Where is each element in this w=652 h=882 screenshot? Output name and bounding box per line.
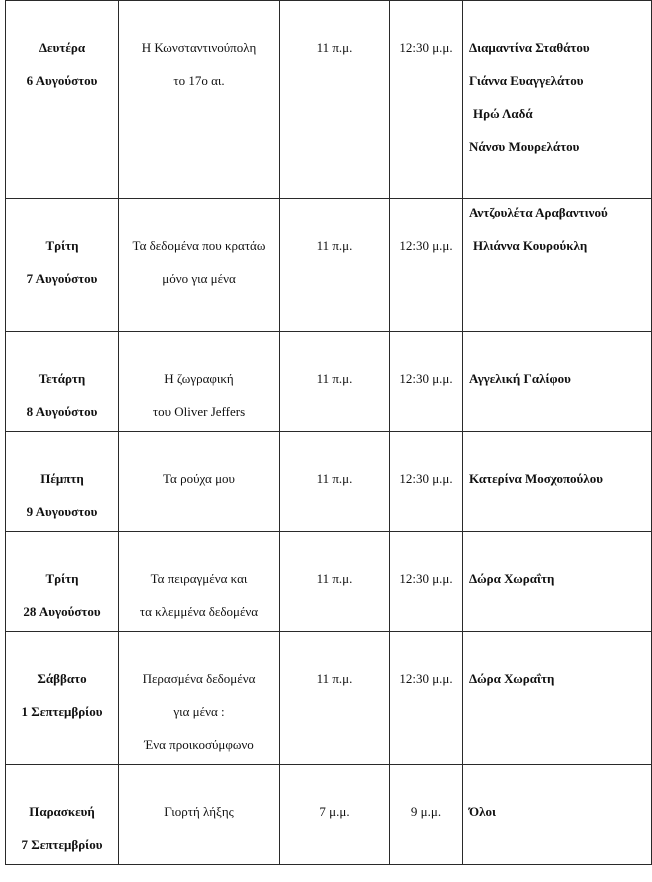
day-name: Πέμπτη bbox=[40, 471, 84, 486]
title-line: Η Κωνσταντινούπολη bbox=[141, 40, 257, 55]
host-name: Νάνσυ Μουρελάτου bbox=[469, 139, 580, 154]
table-row bbox=[6, 532, 652, 632]
day-name: Δευτέρα bbox=[38, 40, 86, 55]
title-line: μόνο για μένα bbox=[162, 271, 236, 286]
title-line: του Oliver Jeffers bbox=[152, 404, 246, 419]
day-date: 1 Σεπτεμβρίου bbox=[21, 704, 103, 719]
title-line: για μένα : bbox=[173, 704, 225, 719]
start-time: 7 μ.μ. bbox=[319, 804, 350, 819]
title-line: Τα πειραγμένα και bbox=[150, 571, 248, 586]
end-time-cell bbox=[390, 199, 463, 332]
day-cell bbox=[6, 765, 119, 865]
day-date: 9 Αυγουστου bbox=[26, 504, 98, 519]
start-time-cell bbox=[280, 532, 390, 632]
day-cell bbox=[6, 332, 119, 432]
day-date: 8 Αυγούστου bbox=[26, 404, 98, 419]
host-name: Αγγελική Γαλίφου bbox=[469, 371, 571, 386]
title-line: Γιορτή λήξης bbox=[164, 804, 234, 819]
day-cell bbox=[6, 632, 119, 765]
start-time-cell bbox=[280, 332, 390, 432]
host-name: Δώρα Χωραΐτη bbox=[469, 571, 555, 586]
table-row bbox=[6, 1, 652, 199]
table-row bbox=[6, 199, 652, 332]
hosts-cell bbox=[463, 1, 652, 199]
table-row bbox=[6, 432, 652, 532]
title-line: Η ζωγραφική bbox=[164, 371, 234, 386]
title-cell bbox=[119, 199, 280, 332]
host-name: Ηρώ Λαδά bbox=[473, 106, 533, 121]
title-cell bbox=[119, 432, 280, 532]
end-time: 12:30 μ.μ. bbox=[399, 238, 453, 253]
day-name: Τρίτη bbox=[45, 571, 79, 586]
title-line: Τα δεδομένα που κρατάω bbox=[132, 238, 266, 253]
hosts-cell bbox=[463, 532, 652, 632]
host-name: Κατερίνα Μοσχοπούλου bbox=[469, 471, 603, 486]
title-line: Περασμένα δεδομένα bbox=[142, 671, 256, 686]
end-time-cell bbox=[390, 1, 463, 199]
hosts-cell bbox=[463, 199, 652, 332]
start-time-cell bbox=[280, 432, 390, 532]
start-time: 11 π.μ. bbox=[316, 571, 353, 586]
day-date: 28 Αυγούστου bbox=[23, 604, 101, 619]
day-date: 7 Αυγούστου bbox=[26, 271, 98, 286]
table-row bbox=[6, 332, 652, 432]
hosts-cell bbox=[463, 432, 652, 532]
start-time-cell bbox=[280, 1, 390, 199]
end-time: 9 μ.μ. bbox=[410, 804, 442, 819]
day-date: 6 Αυγούστου bbox=[26, 73, 98, 88]
title-line: τα κλεμμένα δεδομένα bbox=[139, 604, 259, 619]
host-name: Διαμαντίνα Σταθάτου bbox=[469, 40, 590, 55]
host-name: Αντζουλέτα Αραβαντινού bbox=[469, 205, 608, 220]
end-time-cell bbox=[390, 765, 463, 865]
day-cell bbox=[6, 199, 119, 332]
day-date: 7 Σεπτεμβρίου bbox=[21, 837, 103, 852]
title-cell bbox=[119, 1, 280, 199]
host-name: Ηλιάννα Κουρούκλη bbox=[473, 238, 588, 253]
title-line: το 17ο αι. bbox=[173, 73, 225, 88]
end-time: 12:30 μ.μ. bbox=[399, 571, 453, 586]
start-time: 11 π.μ. bbox=[316, 471, 353, 486]
title-cell bbox=[119, 532, 280, 632]
end-time: 12:30 μ.μ. bbox=[399, 671, 453, 686]
hosts-cell bbox=[463, 332, 652, 432]
hosts-cell bbox=[463, 765, 652, 865]
title-cell bbox=[119, 765, 280, 865]
start-time: 11 π.μ. bbox=[316, 40, 353, 55]
table-row bbox=[6, 632, 652, 765]
hosts-cell bbox=[463, 632, 652, 765]
end-time-cell bbox=[390, 332, 463, 432]
start-time-cell bbox=[280, 765, 390, 865]
schedule-table bbox=[5, 0, 652, 865]
day-cell bbox=[6, 1, 119, 199]
end-time-cell bbox=[390, 432, 463, 532]
end-time-cell bbox=[390, 632, 463, 765]
title-line: Ένα προικοσύμφωνο bbox=[144, 737, 254, 752]
host-name: Δώρα Χωραΐτη bbox=[469, 671, 555, 686]
title-cell bbox=[119, 632, 280, 765]
start-time-cell bbox=[280, 199, 390, 332]
end-time: 12:30 μ.μ. bbox=[399, 371, 453, 386]
day-name: Παρασκευή bbox=[29, 804, 95, 819]
table-row bbox=[6, 765, 652, 865]
end-time-cell bbox=[390, 532, 463, 632]
start-time: 11 π.μ. bbox=[316, 371, 353, 386]
start-time-cell bbox=[280, 632, 390, 765]
day-cell bbox=[6, 532, 119, 632]
end-time: 12:30 μ.μ. bbox=[399, 40, 453, 55]
start-time: 11 π.μ. bbox=[316, 238, 353, 253]
day-name: Τετάρτη bbox=[38, 371, 86, 386]
host-name: Όλοι bbox=[469, 804, 497, 819]
host-name: Γιάννα Ευαγγελάτου bbox=[469, 73, 584, 88]
title-line: Τα ρούχα μου bbox=[163, 471, 235, 486]
day-name: Σάββατο bbox=[37, 671, 87, 686]
day-name: Τρίτη bbox=[45, 238, 79, 253]
end-time: 12:30 μ.μ. bbox=[399, 471, 453, 486]
start-time: 11 π.μ. bbox=[316, 671, 353, 686]
day-cell bbox=[6, 432, 119, 532]
title-cell bbox=[119, 332, 280, 432]
